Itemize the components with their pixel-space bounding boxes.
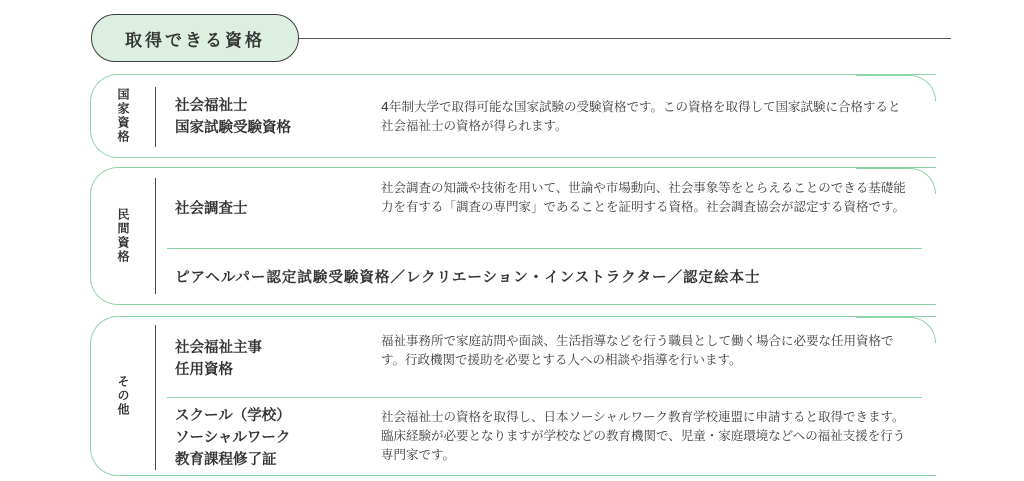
section-private-qualification — [90, 167, 936, 305]
category-divider — [155, 87, 156, 147]
category-divider — [155, 325, 156, 470]
category-label — [91, 317, 155, 475]
qualification-description: 福祉事務所で家庭訪問や面談、生活指導などを行う職員として働く場合に必要な任用資格です。行政機関で援助を必要とする人への相談や指導を行います。 — [381, 333, 894, 367]
qualification-title: 社会福祉主事 任用資格 — [175, 340, 262, 378]
qualification-title: 社会調査士 — [175, 201, 248, 217]
section-header-pill — [91, 14, 299, 62]
header-divider-line — [299, 38, 951, 39]
section-header-title: 取得できる資格 — [125, 30, 265, 51]
qualification-title: スクール（学校） ソーシャルワーク 教育課程修了証 — [175, 408, 291, 468]
qualification-description: 社会福祉士の資格を取得し、日本ソーシャルワーク教育学校連盟に申請すると取得できます。臨床経験が必要となりますが学校などの教育機関で、児童・家庭環境などへの福祉支援を行う専門家です。 — [381, 409, 906, 462]
category-text: 民間資格 — [116, 208, 130, 264]
qualification-description: 社会調査の知識や技術を用いて、世論や市場動向、社会事象等をとらえることのできる基礎能力を有する「調査の専門家」であることを証明する資格。社会調査協会が認定する資格です。 — [381, 180, 906, 214]
category-label — [91, 168, 155, 304]
other-qualifications-list: ピアヘルパー認定試験受験資格／レクリエーション・インストラクター／認定絵本士 — [175, 270, 761, 286]
category-text: その他 — [116, 375, 130, 417]
qualification-title: 社会福祉士 国家試験受験資格 — [175, 98, 291, 136]
section-national-qualification — [90, 74, 936, 158]
row-divider — [167, 397, 922, 398]
category-label — [91, 75, 155, 157]
category-text: 国家資格 — [116, 88, 130, 144]
section-other-qualification — [90, 316, 936, 476]
category-divider — [155, 178, 156, 294]
row-divider — [167, 248, 922, 249]
qualification-description: 4年制大学で取得可能な国家試験の受験資格です。この資格を取得して国家試験に合格すると社会福祉士の資格が得られます。 — [381, 99, 901, 133]
